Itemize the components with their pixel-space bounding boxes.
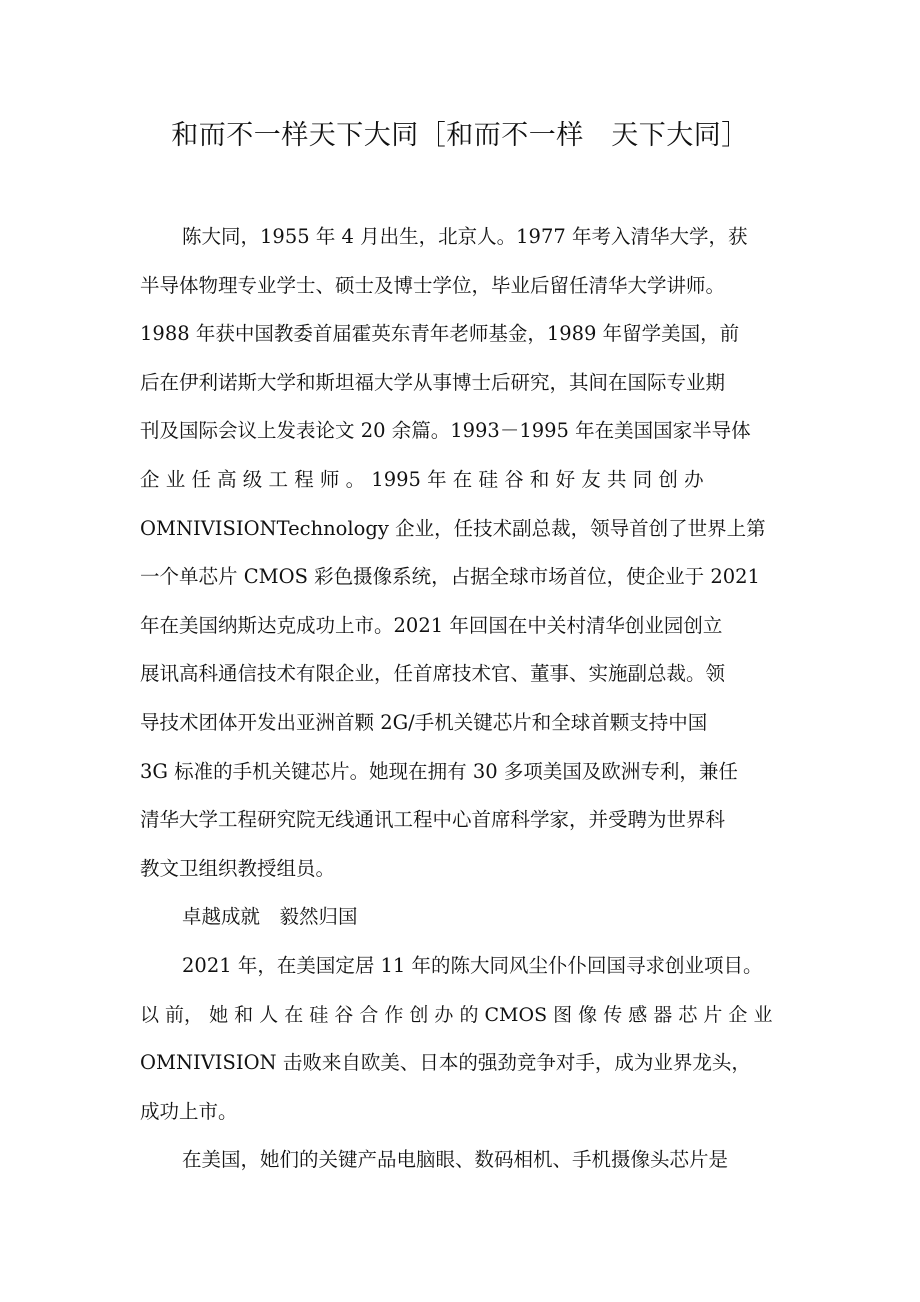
paragraph-line: 在美国，她们的关键产品电脑眼、数码相机、手机摄像头芯片是 [182,1148,729,1172]
paragraph-line: 以 前， 她 和 人 在 硅 谷 合 作 创 办 的 CMOS 图 像 传 感 器 芯 片 企 业 [140,1003,773,1026]
paragraph-line: 教文卫组织教授组员。 [140,856,336,880]
paragraph-line: 3G 标准的手机关键芯片。她现在拥有 30 多项美国及欧洲专利，兼任 [140,759,738,783]
paragraph-line: OMNIVISION 击败来自欧美、日本的强劲竞争对手，成为业界龙头， [140,1051,751,1075]
paragraph-line: 年在美国纳斯达克成功上市。2021 年回国在中关村清华创业园创立 [140,613,723,637]
paragraph-line: 半导体物理专业学士、硕士及博士学位，毕业后留任清华大学讲师。 [140,273,726,297]
paragraph-line: 后在伊利诺斯大学和斯坦福大学从事博士后研究，其间在国际专业期 [140,370,726,394]
paragraph-line: 成功上市。 [140,1099,238,1123]
paragraph-line: 1988 年获中国教委首届霍英东青年老师基金，1989 年留学美国，前 [140,322,740,346]
paragraph-line: OMNIVISIONTechnology 企业，任技术副总裁，领导首创了世界上第 [140,516,766,540]
section-heading: 卓越成就 毅然归国 [182,905,358,929]
document-body [140,213,782,1185]
paragraph-line: 导技术团体开发出亚洲首颗 2G/手机关键芯片和全球首颗支持中国 [140,710,708,734]
paragraph-line: 2021 年，在美国定居 11 年的陈大同风尘仆仆回国寻求创业项目。 [182,953,763,977]
paragraph-line: 企 业 任 高 级 工 程 师 。 1995 年 在 硅 谷 和 好 友 共 同 创 办 [140,467,704,491]
paragraph-line: 陈大同，1955 年 4 月出生，北京人。1977 年考入清华大学，获 [182,225,748,248]
paragraph-line: 一个单芯片 CMOS 彩色摄像系统，占据全球市场首位，使企业于 2021 [140,565,760,589]
paragraph-line: 展讯高科通信技术有限企业，任首席技术官、董事、实施副总裁。领 [140,662,726,686]
paragraph-line: 刊及国际会议上发表论文 20 余篇。1993－1995 年在美国国家半导体 [140,419,751,443]
document-title: 和而不一样天下大同［和而不一样 天下大同］ [171,120,749,151]
paragraph-line: 清华大学工程研究院无线通讯工程中心首席科学家，并受聘为世界科 [140,808,726,832]
